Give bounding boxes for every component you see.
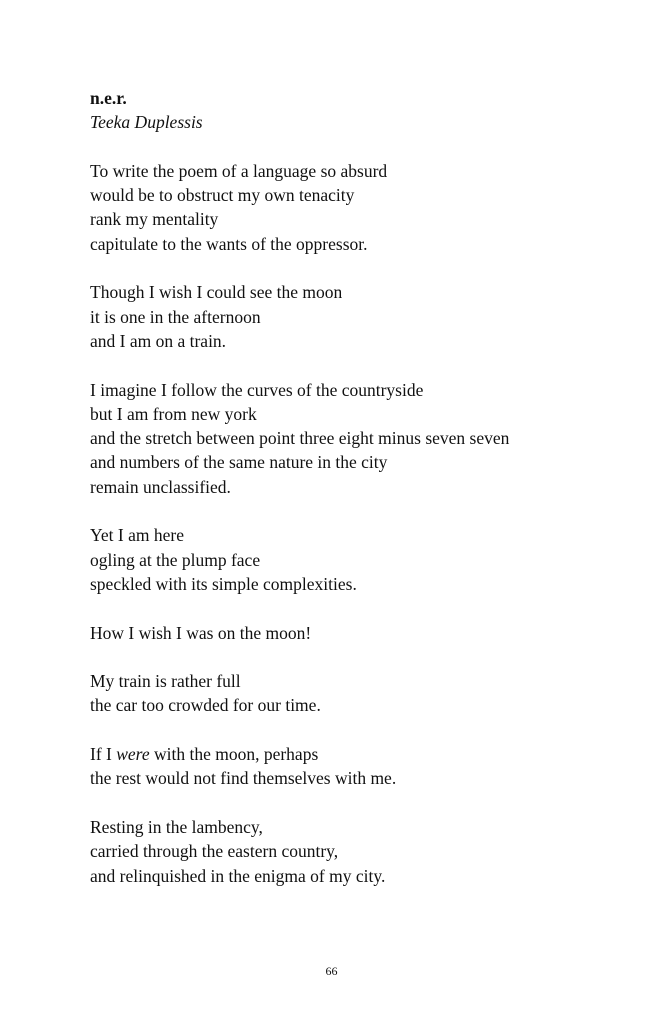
line-text: If I [90, 744, 117, 765]
poem-line: and relinquished in the enigma of my city. [90, 865, 386, 886]
poem-line: and I am on a train. [90, 330, 227, 351]
poem-line: and the stretch between point three eight minus seven seven [90, 428, 510, 449]
poem-line: it is one in the afternoon [90, 306, 261, 327]
stanza-6 [90, 669, 630, 718]
poem-line: would be to obstruct my own tenacity [90, 185, 355, 206]
poem-line: and numbers of the same nature in the city [90, 452, 388, 473]
stanza-1 [90, 159, 630, 256]
poem-line [90, 742, 630, 766]
stanza-3 [90, 378, 630, 499]
stanza-4 [90, 523, 630, 596]
poem-title: n.e.r. [90, 88, 127, 108]
poem-line: My train is rather full [90, 671, 241, 692]
poem [90, 86, 630, 912]
poem-line: rank my mentality [90, 209, 219, 230]
line-text: with the moon, perhaps [149, 744, 319, 765]
poem-line: I imagine I follow the curves of the countryside [90, 379, 424, 400]
emphasized-word: were [116, 744, 150, 765]
poem-line: the car too crowded for our time. [90, 695, 321, 716]
stanza-7 [90, 742, 630, 791]
poem-line: speckled with its simple complexities. [90, 573, 357, 594]
poem-line: but I am from new york [90, 403, 257, 424]
poem-line: How I wish I was on the moon! [90, 622, 312, 643]
poem-line: To write the poem of a language so absurd [90, 160, 388, 181]
poem-line: capitulate to the wants of the oppressor. [90, 233, 368, 254]
poem-line: Resting in the lambency, [90, 816, 263, 837]
page-number: 66 [325, 964, 338, 978]
poem-line: Yet I am here [90, 525, 184, 546]
poem-line: remain unclassified. [90, 476, 231, 497]
poem-line: ogling at the plump face [90, 549, 261, 570]
stanza-8 [90, 815, 630, 888]
poem-author: Teeka Duplessis [90, 112, 203, 133]
stanza-5 [90, 621, 630, 645]
poem-line: carried through the eastern country, [90, 841, 339, 862]
poem-line: Though I wish I could see the moon [90, 282, 343, 303]
poem-line: the rest would not find themselves with me. [90, 768, 397, 789]
stanza-2 [90, 280, 630, 353]
